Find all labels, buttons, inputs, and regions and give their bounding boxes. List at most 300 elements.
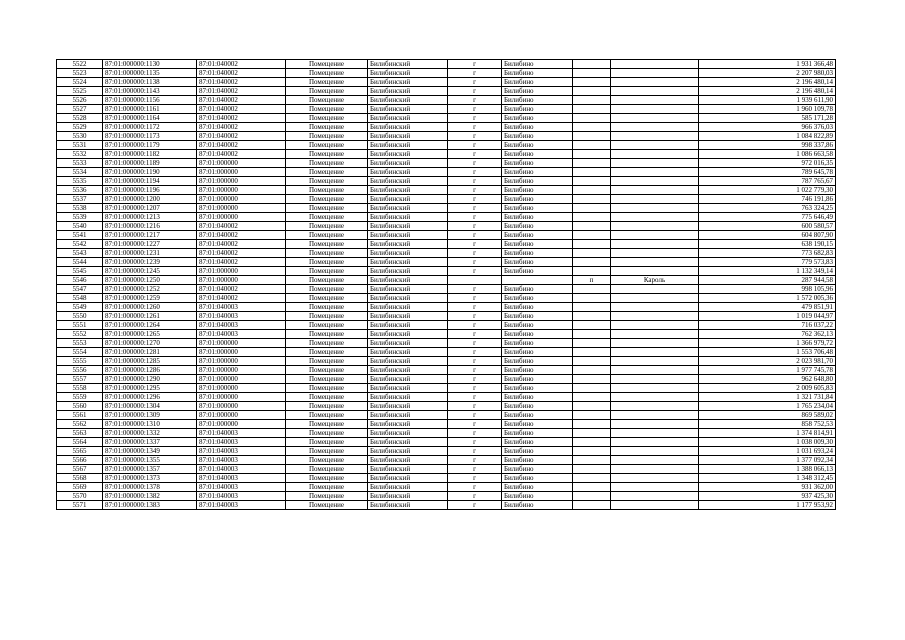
cadastral-value: 998 337,86 xyxy=(699,141,836,150)
object-type: Помещение xyxy=(286,159,368,168)
settlement-name: Билибино xyxy=(502,195,573,204)
cadastral-number: 87:01:000000:1383 xyxy=(103,501,197,510)
locality-name xyxy=(611,294,699,303)
object-type: Помещение xyxy=(286,474,368,483)
table-row xyxy=(57,204,836,213)
settlement-name: Билибино xyxy=(502,60,573,69)
locality-name xyxy=(611,195,699,204)
settlement-kind: г xyxy=(448,393,502,402)
settlement-kind: г xyxy=(448,213,502,222)
locality-kind xyxy=(573,429,611,438)
cadastral-quarter: 87:01:000000 xyxy=(197,402,286,411)
table-row xyxy=(57,438,836,447)
cadastral-quarter: 87:01:040003 xyxy=(197,303,286,312)
settlement-kind: г xyxy=(448,366,502,375)
cadastral-number: 87:01:000000:1200 xyxy=(103,195,197,204)
settlement-kind: г xyxy=(448,222,502,231)
row-number: 5551 xyxy=(57,321,103,330)
object-type: Помещение xyxy=(286,240,368,249)
district: Билибинский xyxy=(368,294,448,303)
cadastral-quarter: 87:01:000000 xyxy=(197,276,286,285)
settlement-name: Билибино xyxy=(502,348,573,357)
district: Билибинский xyxy=(368,366,448,375)
locality-kind xyxy=(573,393,611,402)
settlement-name: Билибино xyxy=(502,303,573,312)
table-row xyxy=(57,339,836,348)
object-type: Помещение xyxy=(286,402,368,411)
table-row xyxy=(57,402,836,411)
locality-name xyxy=(611,204,699,213)
locality-kind xyxy=(573,411,611,420)
cadastral-number: 87:01:000000:1239 xyxy=(103,258,197,267)
cadastral-quarter: 87:01:040003 xyxy=(197,312,286,321)
settlement-name: Билибино xyxy=(502,393,573,402)
cadastral-value: 2 196 480,14 xyxy=(699,87,836,96)
district: Билибинский xyxy=(368,159,448,168)
cadastral-value: 1 553 706,48 xyxy=(699,348,836,357)
settlement-name xyxy=(502,276,573,285)
settlement-name: Билибино xyxy=(502,474,573,483)
locality-name xyxy=(611,303,699,312)
cadastral-value: 1 086 663,58 xyxy=(699,150,836,159)
cadastral-quarter: 87:01:040003 xyxy=(197,456,286,465)
district: Билибинский xyxy=(368,60,448,69)
row-number: 5553 xyxy=(57,339,103,348)
settlement-name: Билибино xyxy=(502,78,573,87)
row-number: 5552 xyxy=(57,330,103,339)
object-type: Помещение xyxy=(286,222,368,231)
district: Билибинский xyxy=(368,123,448,132)
locality-kind xyxy=(573,60,611,69)
cadastral-number: 87:01:000000:1250 xyxy=(103,276,197,285)
row-number: 5528 xyxy=(57,114,103,123)
cadastral-number: 87:01:000000:1285 xyxy=(103,357,197,366)
cadastral-number: 87:01:000000:1332 xyxy=(103,429,197,438)
cadastral-number: 87:01:000000:1179 xyxy=(103,141,197,150)
cadastral-number: 87:01:000000:1261 xyxy=(103,312,197,321)
cadastral-number: 87:01:000000:1349 xyxy=(103,447,197,456)
cadastral-quarter: 87:01:040002 xyxy=(197,222,286,231)
cadastral-value: 1 132 349,14 xyxy=(699,267,836,276)
settlement-name: Билибино xyxy=(502,186,573,195)
locality-name xyxy=(611,213,699,222)
settlement-kind xyxy=(448,276,502,285)
cadastral-number: 87:01:000000:1337 xyxy=(103,438,197,447)
table-row xyxy=(57,312,836,321)
cadastral-number: 87:01:000000:1182 xyxy=(103,150,197,159)
cadastral-value: 789 645,78 xyxy=(699,168,836,177)
object-type: Помещение xyxy=(286,276,368,285)
district: Билибинский xyxy=(368,393,448,402)
district: Билибинский xyxy=(368,96,448,105)
locality-name xyxy=(611,456,699,465)
row-number: 5545 xyxy=(57,267,103,276)
cadastral-quarter: 87:01:040002 xyxy=(197,132,286,141)
settlement-name: Билибино xyxy=(502,222,573,231)
row-number: 5524 xyxy=(57,78,103,87)
cadastral-number: 87:01:000000:1378 xyxy=(103,483,197,492)
district: Билибинский xyxy=(368,447,448,456)
cadastral-number: 87:01:000000:1281 xyxy=(103,348,197,357)
row-number: 5556 xyxy=(57,366,103,375)
cadastral-number: 87:01:000000:1196 xyxy=(103,186,197,195)
settlement-kind: г xyxy=(448,321,502,330)
cadastral-number: 87:01:000000:1304 xyxy=(103,402,197,411)
cadastral-value: 2 023 981,70 xyxy=(699,357,836,366)
cadastral-number: 87:01:000000:1382 xyxy=(103,492,197,501)
locality-kind xyxy=(573,492,611,501)
locality-name xyxy=(611,123,699,132)
row-number: 5558 xyxy=(57,384,103,393)
locality-name xyxy=(611,258,699,267)
row-number: 5548 xyxy=(57,294,103,303)
settlement-name: Билибино xyxy=(502,240,573,249)
locality-kind xyxy=(573,375,611,384)
row-number: 5561 xyxy=(57,411,103,420)
object-type: Помещение xyxy=(286,483,368,492)
cadastral-quarter: 87:01:000000 xyxy=(197,357,286,366)
district: Билибинский xyxy=(368,501,448,510)
cadastral-number: 87:01:000000:1309 xyxy=(103,411,197,420)
row-number: 5522 xyxy=(57,60,103,69)
table-row xyxy=(57,375,836,384)
cadastral-number: 87:01:000000:1217 xyxy=(103,231,197,240)
settlement-kind: г xyxy=(448,168,502,177)
cadastral-number: 87:01:000000:1296 xyxy=(103,393,197,402)
object-type: Помещение xyxy=(286,249,368,258)
locality-name xyxy=(611,267,699,276)
cadastral-quarter: 87:01:000000 xyxy=(197,186,286,195)
cadastral-quarter: 87:01:040002 xyxy=(197,249,286,258)
object-type: Помещение xyxy=(286,501,368,510)
cadastral-quarter: 87:01:040002 xyxy=(197,123,286,132)
cadastral-number: 87:01:000000:1189 xyxy=(103,159,197,168)
settlement-kind: г xyxy=(448,141,502,150)
cadastral-quarter: 87:01:000000 xyxy=(197,384,286,393)
locality-kind xyxy=(573,456,611,465)
table-row xyxy=(57,501,836,510)
table-row xyxy=(57,231,836,240)
settlement-name: Билибино xyxy=(502,231,573,240)
cadastral-number: 87:01:000000:1138 xyxy=(103,78,197,87)
row-number: 5550 xyxy=(57,312,103,321)
district: Билибинский xyxy=(368,321,448,330)
locality-kind xyxy=(573,141,611,150)
locality-kind xyxy=(573,465,611,474)
settlement-name: Билибино xyxy=(502,249,573,258)
settlement-kind: г xyxy=(448,339,502,348)
locality-name xyxy=(611,240,699,249)
row-number: 5541 xyxy=(57,231,103,240)
object-type: Помещение xyxy=(286,348,368,357)
object-type: Помещение xyxy=(286,375,368,384)
locality-kind xyxy=(573,258,611,267)
locality-name xyxy=(611,330,699,339)
settlement-name: Билибино xyxy=(502,402,573,411)
object-type: Помещение xyxy=(286,60,368,69)
locality-kind xyxy=(573,348,611,357)
cadastral-number: 87:01:000000:1190 xyxy=(103,168,197,177)
district: Билибинский xyxy=(368,285,448,294)
cadastral-value: 966 376,03 xyxy=(699,123,836,132)
cadastral-value: 1 031 693,24 xyxy=(699,447,836,456)
settlement-kind: г xyxy=(448,69,502,78)
settlement-kind: г xyxy=(448,402,502,411)
object-type: Помещение xyxy=(286,213,368,222)
row-number: 5539 xyxy=(57,213,103,222)
settlement-name: Билибино xyxy=(502,267,573,276)
table-row xyxy=(57,132,836,141)
object-type: Помещение xyxy=(286,420,368,429)
table-row xyxy=(57,420,836,429)
settlement-kind: г xyxy=(448,132,502,141)
cadastral-value: 1 084 822,89 xyxy=(699,132,836,141)
district: Билибинский xyxy=(368,240,448,249)
row-number: 5557 xyxy=(57,375,103,384)
locality-kind xyxy=(573,69,611,78)
table-row xyxy=(57,294,836,303)
table-row xyxy=(57,150,836,159)
cadastral-value: 775 646,49 xyxy=(699,213,836,222)
cadastral-value: 787 765,67 xyxy=(699,177,836,186)
locality-name xyxy=(611,159,699,168)
cadastral-quarter: 87:01:000000 xyxy=(197,213,286,222)
row-number: 5566 xyxy=(57,456,103,465)
object-type: Помещение xyxy=(286,294,368,303)
table-row xyxy=(57,114,836,123)
object-type: Помещение xyxy=(286,195,368,204)
cadastral-number: 87:01:000000:1172 xyxy=(103,123,197,132)
settlement-name: Билибино xyxy=(502,483,573,492)
cadastral-quarter: 87:01:000000 xyxy=(197,159,286,168)
locality-kind xyxy=(573,474,611,483)
locality-kind xyxy=(573,231,611,240)
cadastral-number: 87:01:000000:1161 xyxy=(103,105,197,114)
district: Билибинский xyxy=(368,114,448,123)
row-number: 5527 xyxy=(57,105,103,114)
settlement-kind: г xyxy=(448,420,502,429)
settlement-name: Билибино xyxy=(502,384,573,393)
district: Билибинский xyxy=(368,456,448,465)
row-number: 5563 xyxy=(57,429,103,438)
cadastral-number: 87:01:000000:1194 xyxy=(103,177,197,186)
locality-kind xyxy=(573,267,611,276)
table-row xyxy=(57,168,836,177)
cadastral-quarter: 87:01:040003 xyxy=(197,474,286,483)
district: Билибинский xyxy=(368,186,448,195)
row-number: 5569 xyxy=(57,483,103,492)
locality-name xyxy=(611,87,699,96)
row-number: 5564 xyxy=(57,438,103,447)
table-row xyxy=(57,285,836,294)
district: Билибинский xyxy=(368,303,448,312)
locality-name xyxy=(611,78,699,87)
row-number: 5542 xyxy=(57,240,103,249)
table-row xyxy=(57,195,836,204)
row-number: 5529 xyxy=(57,123,103,132)
cadastral-value: 1 939 611,90 xyxy=(699,96,836,105)
cadastral-value: 1 572 005,36 xyxy=(699,294,836,303)
table-row xyxy=(57,69,836,78)
cadastral-value: 763 324,25 xyxy=(699,204,836,213)
table-row xyxy=(57,384,836,393)
settlement-kind: г xyxy=(448,474,502,483)
locality-name xyxy=(611,501,699,510)
locality-name xyxy=(611,420,699,429)
cadastral-number: 87:01:000000:1260 xyxy=(103,303,197,312)
settlement-kind: г xyxy=(448,465,502,474)
row-number: 5562 xyxy=(57,420,103,429)
cadastral-quarter: 87:01:000000 xyxy=(197,348,286,357)
cadastral-number: 87:01:000000:1373 xyxy=(103,474,197,483)
cadastral-number: 87:01:000000:1213 xyxy=(103,213,197,222)
settlement-name: Билибино xyxy=(502,456,573,465)
locality-name xyxy=(611,231,699,240)
cadastral-quarter: 87:01:040003 xyxy=(197,429,286,438)
object-type: Помещение xyxy=(286,393,368,402)
locality-name xyxy=(611,114,699,123)
settlement-name: Билибино xyxy=(502,258,573,267)
locality-name xyxy=(611,60,699,69)
district: Билибинский xyxy=(368,231,448,240)
object-type: Помещение xyxy=(286,141,368,150)
district: Билибинский xyxy=(368,357,448,366)
cadastral-value: 1 022 779,30 xyxy=(699,186,836,195)
locality-kind xyxy=(573,339,611,348)
settlement-kind: г xyxy=(448,60,502,69)
object-type: Помещение xyxy=(286,366,368,375)
settlement-kind: г xyxy=(448,456,502,465)
cadastral-quarter: 87:01:040002 xyxy=(197,258,286,267)
cadastral-quarter: 87:01:040002 xyxy=(197,141,286,150)
cadastral-number: 87:01:000000:1231 xyxy=(103,249,197,258)
settlement-name: Билибино xyxy=(502,159,573,168)
cadastral-value: 585 171,28 xyxy=(699,114,836,123)
object-type: Помещение xyxy=(286,177,368,186)
locality-kind xyxy=(573,501,611,510)
locality-kind xyxy=(573,213,611,222)
cadastral-quarter: 87:01:040002 xyxy=(197,105,286,114)
cadastral-number: 87:01:000000:1259 xyxy=(103,294,197,303)
table-row xyxy=(57,249,836,258)
locality-name xyxy=(611,132,699,141)
cadastral-value: 1 321 731,84 xyxy=(699,393,836,402)
settlement-kind: г xyxy=(448,114,502,123)
locality-name xyxy=(611,312,699,321)
district: Билибинский xyxy=(368,105,448,114)
cadastral-value: 1 019 044,97 xyxy=(699,312,836,321)
locality-kind xyxy=(573,285,611,294)
object-type: Помещение xyxy=(286,357,368,366)
district: Билибинский xyxy=(368,312,448,321)
row-number: 5530 xyxy=(57,132,103,141)
object-type: Помещение xyxy=(286,330,368,339)
settlement-name: Билибино xyxy=(502,150,573,159)
cadastral-quarter: 87:01:040003 xyxy=(197,465,286,474)
settlement-kind: г xyxy=(448,249,502,258)
cadastral-quarter: 87:01:000000 xyxy=(197,195,286,204)
table-row xyxy=(57,222,836,231)
settlement-name: Билибино xyxy=(502,213,573,222)
object-type: Помещение xyxy=(286,438,368,447)
cadastral-value: 1 960 109,78 xyxy=(699,105,836,114)
cadastral-value: 638 190,15 xyxy=(699,240,836,249)
settlement-name: Билибино xyxy=(502,294,573,303)
settlement-kind: г xyxy=(448,411,502,420)
locality-kind xyxy=(573,114,611,123)
cadastral-value: 858 752,53 xyxy=(699,420,836,429)
cadastral-value: 1 177 953,92 xyxy=(699,501,836,510)
locality-kind xyxy=(573,357,611,366)
settlement-kind: г xyxy=(448,267,502,276)
district: Билибинский xyxy=(368,141,448,150)
settlement-name: Билибино xyxy=(502,177,573,186)
settlement-kind: г xyxy=(448,204,502,213)
object-type: Помещение xyxy=(286,87,368,96)
district: Билибинский xyxy=(368,69,448,78)
locality-kind xyxy=(573,330,611,339)
locality-name xyxy=(611,249,699,258)
cadastral-number: 87:01:000000:1130 xyxy=(103,60,197,69)
locality-kind xyxy=(573,312,611,321)
row-number: 5532 xyxy=(57,150,103,159)
cadastral-number: 87:01:000000:1295 xyxy=(103,384,197,393)
row-number: 5525 xyxy=(57,87,103,96)
settlement-kind: г xyxy=(448,186,502,195)
locality-name xyxy=(611,375,699,384)
table-row xyxy=(57,186,836,195)
table-body xyxy=(57,60,836,510)
locality-kind xyxy=(573,204,611,213)
object-type: Помещение xyxy=(286,465,368,474)
locality-name xyxy=(611,321,699,330)
object-type: Помещение xyxy=(286,114,368,123)
cadastral-value: 1 765 234,04 xyxy=(699,402,836,411)
district: Билибинский xyxy=(368,87,448,96)
table-row xyxy=(57,348,836,357)
cadastral-quarter: 87:01:040002 xyxy=(197,69,286,78)
settlement-name: Билибино xyxy=(502,465,573,474)
table-row xyxy=(57,411,836,420)
settlement-kind: г xyxy=(448,105,502,114)
district: Билибинский xyxy=(368,204,448,213)
settlement-kind: г xyxy=(448,159,502,168)
locality-name xyxy=(611,411,699,420)
settlement-name: Билибино xyxy=(502,366,573,375)
district: Билибинский xyxy=(368,339,448,348)
cadastral-value: 746 191,86 xyxy=(699,195,836,204)
cadastral-value: 2 009 605,83 xyxy=(699,384,836,393)
settlement-kind: г xyxy=(448,447,502,456)
settlement-name: Билибино xyxy=(502,411,573,420)
cadastral-value: 1 377 092,34 xyxy=(699,456,836,465)
settlement-kind: г xyxy=(448,195,502,204)
locality-kind xyxy=(573,105,611,114)
locality-kind xyxy=(573,483,611,492)
locality-name xyxy=(611,105,699,114)
settlement-kind: г xyxy=(448,483,502,492)
settlement-name: Билибино xyxy=(502,285,573,294)
object-type: Помещение xyxy=(286,96,368,105)
row-number: 5567 xyxy=(57,465,103,474)
settlement-kind: г xyxy=(448,357,502,366)
cadastral-quarter: 87:01:040002 xyxy=(197,96,286,105)
locality-name xyxy=(611,141,699,150)
cadastral-quarter: 87:01:000000 xyxy=(197,411,286,420)
cadastral-number: 87:01:000000:1252 xyxy=(103,285,197,294)
object-type: Помещение xyxy=(286,321,368,330)
district: Билибинский xyxy=(368,330,448,339)
